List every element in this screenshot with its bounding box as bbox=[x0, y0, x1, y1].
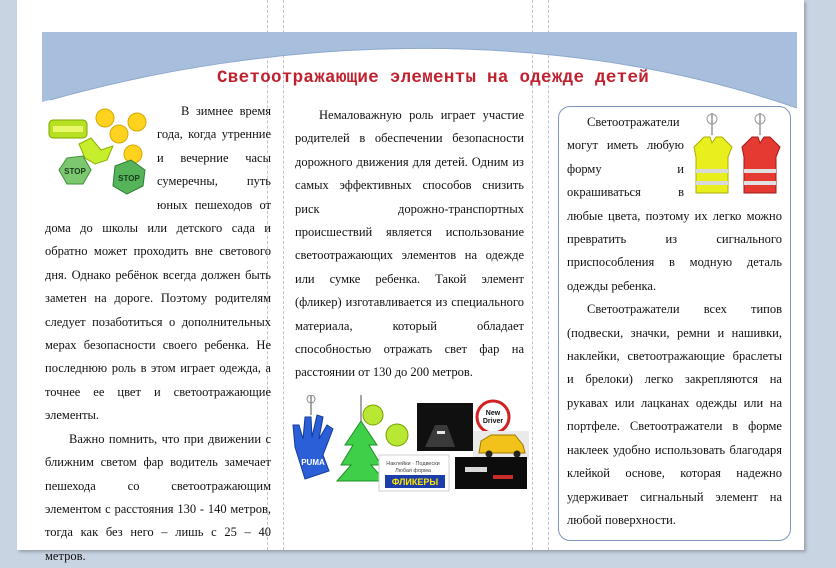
card-caption-1: Наклейки · Подвески bbox=[386, 461, 440, 467]
reflectors-image bbox=[45, 104, 151, 196]
column-1-paragraph-1-text: В зимнее время года, когда утренние и вечерние часы сумеречны, путь юных пешеходов от дома до школы или детского сада и обратно может проходить вне светового дня. Однако ребёнок всегда должен быть заметен на дороге. Поэтому родителям следует позаботиться о дополнительных мерах безопасности своего ребенка. Не последнюю роль в этом играет одежда, а точнее ее цвет и светоотражающие элементы. bbox=[45, 104, 271, 423]
smiley-icon bbox=[96, 109, 114, 127]
night-photo bbox=[417, 403, 473, 451]
page-title: Светоотражающие элементы на одежде детей bbox=[217, 68, 650, 88]
smiley-icon bbox=[124, 145, 142, 163]
column-2 bbox=[295, 104, 524, 385]
new-driver-sign bbox=[477, 401, 509, 433]
column-3-paragraph bbox=[567, 111, 782, 298]
stop-sign-label: STOP bbox=[64, 167, 86, 176]
smiley-icon bbox=[110, 125, 128, 143]
stop-sign-label: STOP bbox=[118, 174, 140, 183]
glove-reflector bbox=[293, 395, 333, 479]
red-vest-icon bbox=[742, 113, 780, 193]
sign-text-new: New bbox=[485, 410, 501, 417]
brochure-page bbox=[17, 0, 804, 563]
column-3-paragraph: Светоотражатели всех типов (подвески, значки, ремни и нашивки, наклейки, светоотражающие браслеты и брелоки) легко закрепляются на рукавах или лацканах одежды или на портфеле. Светоотражатели в форме наклеек удобно использовать благодаря клейкой основе, которая надежно удерживает сигнальный элемент на любой поверхности. bbox=[567, 302, 782, 527]
flickers-banner-label: ФЛИКЕРЫ bbox=[391, 477, 439, 487]
glove-label: PUMA bbox=[301, 458, 325, 467]
car-photo bbox=[473, 431, 529, 459]
flickers-image bbox=[285, 395, 531, 493]
column-1-paragraph: Важно помнить, что при движении с ближним светом фар водитель замечает пешехода со светоотражающим элементом с расстояния 130 - 140 метров, тогда как без него – лишь с 25 – 40 метров. bbox=[45, 431, 271, 563]
yellow-vest-icon bbox=[694, 113, 732, 193]
reflective-vests-image bbox=[688, 113, 786, 199]
sign-text-driver: Driver bbox=[482, 418, 504, 425]
green-reflective-band bbox=[49, 120, 87, 138]
reflective-stripe-photo bbox=[455, 457, 527, 489]
card-caption-2: Любая форма bbox=[395, 468, 431, 474]
flicker-card bbox=[379, 455, 449, 491]
column-1 bbox=[45, 100, 271, 568]
smiley-icon bbox=[128, 113, 146, 131]
column-2-paragraph: Немаловажную роль играет участие родителей в обеспечении безопасности дорожного движения для детей. Одним из самых эффективных способов снизить риск дорожно-транспортных происшествий является использование светоотражающих элементов на одежде или сумке ребенка. Такой элемент (фликер) изготавливается из специального материала, который обладает способностью отражать свет фар на расстоянии от 130 до 200 метров. bbox=[295, 108, 524, 380]
column-1-paragraph bbox=[45, 100, 271, 428]
column-3-paragraph-1-text: Светоотражатели могут иметь любую форму и окрашиваться в любые цвета, поэтому их легко можно превратить из сигнального приспособления в модную деталь одежды ребенка. bbox=[567, 115, 782, 293]
column-3-frame bbox=[558, 106, 791, 541]
